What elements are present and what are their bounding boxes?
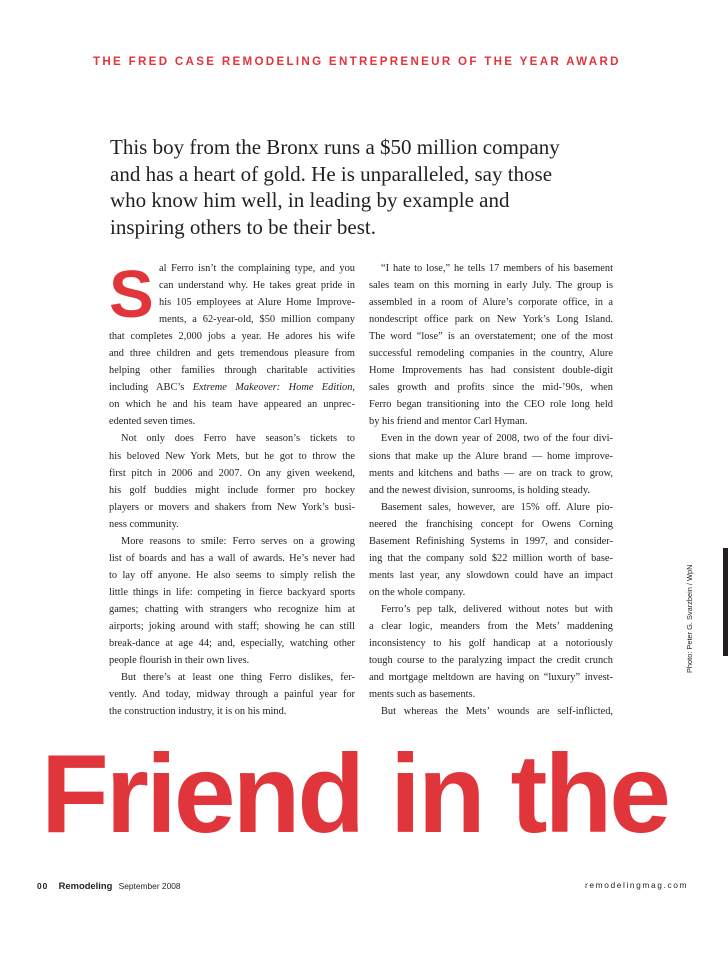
article-deck: [110, 134, 630, 240]
drop-cap: S: [109, 257, 154, 332]
body-line: airports; joking around with staff; showing he can still: [109, 620, 355, 632]
body-line: nondescript office park on New York’s Long Island.: [369, 314, 613, 326]
body-line: little things in life: competing in fierce backyard sports: [109, 586, 355, 598]
headline: Friend in the: [41, 732, 668, 856]
body-line: people flourish in their own lives.: [109, 655, 250, 667]
issue-date: September 2008: [118, 881, 181, 891]
body-line: games; chatting with strangers who recognize him at: [109, 603, 355, 615]
body-line: his golf buddies might include former pro hockey: [109, 484, 355, 496]
body-line: his 105 employees at Alure Home Improve-: [159, 297, 355, 309]
body-line: list of boards and has a wall of awards. He’s never had: [109, 552, 355, 564]
body-line: players or movers and shakers from New York’s busi-: [109, 501, 355, 513]
page-edge-bar: [723, 548, 728, 656]
body-line: ments, a 62-year-old, $50 million company: [159, 314, 355, 326]
body-line: Ferro’s pep talk, delivered without notes but with: [381, 603, 613, 615]
body-line: by his friend and mentor Carl Hyman.: [369, 416, 528, 428]
body-line: including ABC’s Extreme Makeover: Home Edition,: [109, 382, 355, 394]
body-line: assembled in a room of Alure’s corporate office, in a: [369, 297, 613, 309]
body-line: break-dance at age 44; and, especially, watching other: [109, 638, 355, 650]
deck-line: inspiring others to be their best.: [110, 214, 376, 239]
magazine-name: Remodeling: [58, 880, 113, 891]
body-line: sales team on this morning in early July. The group is: [369, 280, 613, 292]
photo-credit: Photo: Peter G. Svarzbein / WpN: [685, 564, 694, 673]
body-line: Even in the down year of 2008, two of the four divi-: [381, 433, 613, 445]
body-line: and the newest division, sunrooms, is holding steady.: [369, 484, 590, 496]
page-number: 00: [37, 881, 49, 891]
body-line: to lay off anyone. He also seems to simply relish the: [109, 569, 355, 581]
body-line: Home Improvements has had consistent double-digit: [369, 365, 613, 377]
footer-folio: [37, 880, 181, 891]
body-line: first pitch in 2006 and 2007. On any given weekend,: [109, 467, 355, 479]
body-line: on which he and his team have appeared an unprec-: [109, 399, 355, 411]
body-line: and mortgage meltdown are having on “luxury” invest-: [369, 672, 613, 684]
body-line: on the whole company.: [369, 586, 466, 598]
body-line: Basement Refinishing Systems in 1997, and consider-: [369, 535, 613, 547]
body-line: his beloved New York Mets, but he got to throw the: [109, 450, 355, 462]
body-line: ments and kitchens and baths — are on track to grow,: [369, 467, 613, 479]
body-column-left: [109, 257, 355, 720]
body-line: “I hate to lose,” he tells 17 members of his basement: [381, 263, 613, 274]
body-line: al Ferro isn’t the complaining type, and you: [159, 263, 355, 274]
deck-line: and has a heart of gold. He is unparalleled, say those: [110, 161, 553, 186]
body-line: edented seven times.: [109, 416, 196, 428]
body-line: inconsistency to his golf handicap at a notoriously: [369, 638, 613, 650]
body-line: But there’s at least one thing Ferro dislikes, fer-: [121, 672, 355, 684]
body-line: The word “lose” is an overstatement; one of the most: [369, 331, 613, 343]
body-line: the construction industry, it is on his mind.: [109, 706, 287, 718]
deck-line: This boy from the Bronx runs a $50 million company: [110, 135, 560, 159]
body-line: and three children and gets tremendous pleasure from: [109, 348, 355, 360]
body-line: Not only does Ferro have season’s tickets to: [121, 433, 355, 445]
body-line: vently. And today, midway through a painful year for: [109, 689, 355, 701]
body-line: successful remodeling companies in the country, Alure: [369, 348, 613, 360]
body-line: ing that the company sold $22 million worth of base-: [369, 552, 613, 564]
body-line: helping other families through charitable activities: [109, 365, 355, 377]
body-line: But whereas the Mets’ wounds are self-inflicted,: [381, 706, 613, 718]
body-line: can understand why. He takes great pride in: [159, 280, 355, 292]
body-line: tough course to the paralyzing impact the credit crunch: [369, 655, 613, 667]
body-column-right: [369, 260, 613, 720]
body-line: that completes 2,000 jobs a year. He adores his wife: [109, 331, 355, 343]
body-line: neered the franchising concept for Owens Corning: [369, 518, 613, 530]
body-line: Ferro began transitioning into the CEO role long held: [369, 399, 613, 411]
body-line: ments such as basements.: [369, 689, 476, 701]
body-line: ments last year, any slowdown could have an impact: [369, 569, 613, 581]
body-line: ness community.: [109, 518, 179, 530]
section-kicker: THE FRED CASE REMODELING ENTREPRENEUR OF THE YEAR AWARD: [93, 55, 621, 68]
body-line: Basement sales, however, are 15% off. Alure pio-: [381, 501, 613, 513]
body-line: More reasons to smile: Ferro serves on a growing: [121, 535, 355, 547]
body-line: sales growth and profits since the mid-’90s, when: [369, 382, 613, 394]
deck-line: who know him well, in leading by example and: [110, 188, 510, 212]
website-link[interactable]: remodelingmag.com: [585, 880, 689, 890]
body-line: a clear logic, meanders from the Mets’ maddening: [369, 620, 613, 632]
body-line: sions that make up the Alure brand — home improve-: [369, 450, 613, 462]
